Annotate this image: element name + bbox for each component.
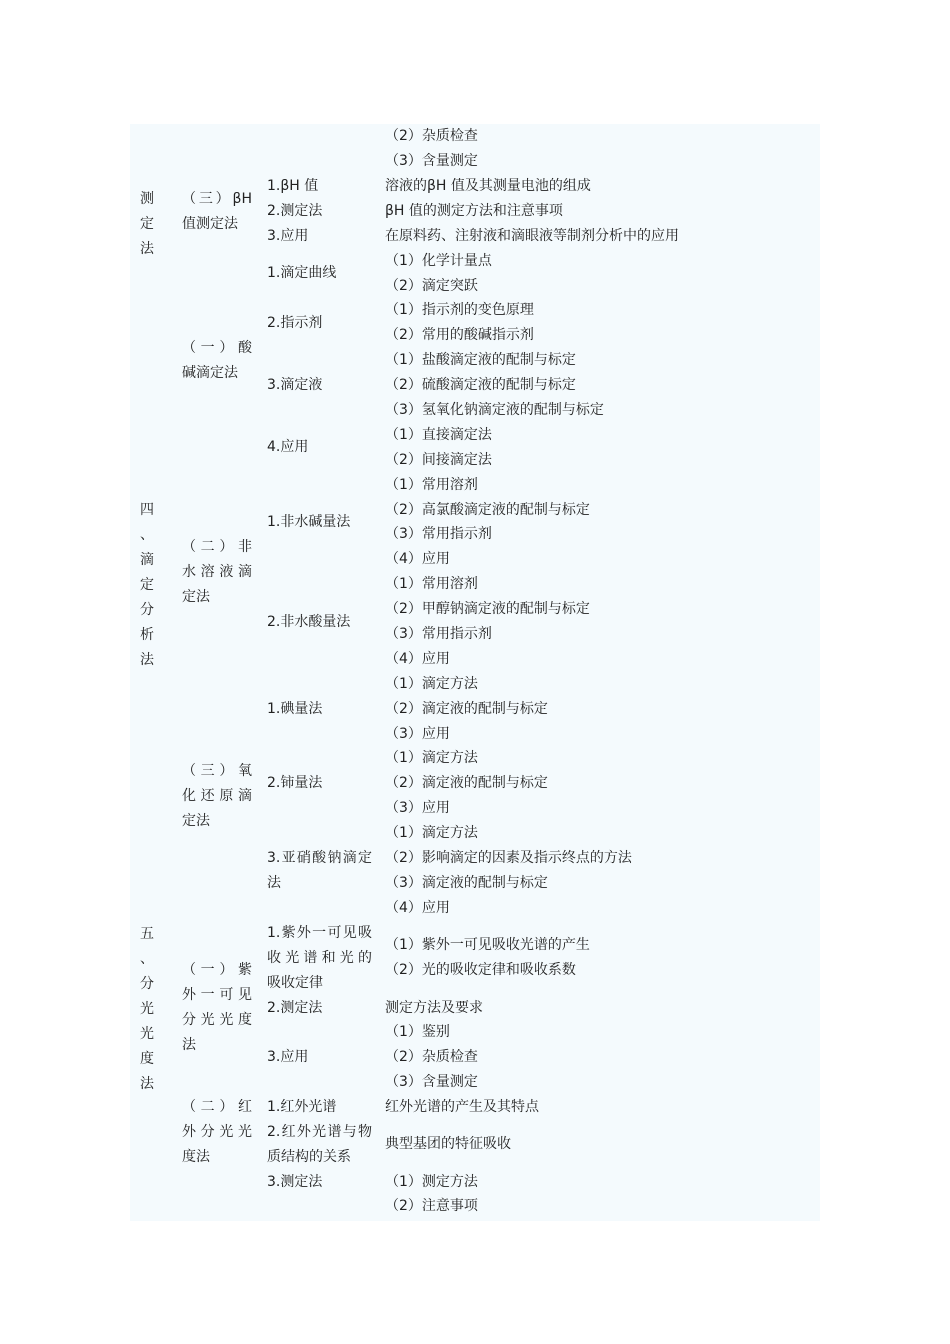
section-char: 五 bbox=[140, 926, 154, 942]
section-char: 法 bbox=[140, 241, 154, 257]
detail-item: （2）高氯酸滴定液的配制与标定 bbox=[385, 502, 590, 518]
topic-line: 法 bbox=[267, 875, 281, 891]
subsection-redox-title-line: （三）氧 bbox=[182, 763, 252, 779]
detail-item: （1）紫外一可见吸收光谱的产生 bbox=[385, 937, 590, 953]
topic-nitrite-titration bbox=[267, 846, 372, 896]
detail-item: （2）滴定液的配制与标定 bbox=[385, 701, 548, 717]
detail-item: （3）应用 bbox=[385, 726, 450, 742]
topic-ph-value: 1.βH 值 bbox=[267, 178, 319, 194]
topic-line: 质结构的关系 bbox=[267, 1149, 351, 1165]
detail-item: （2）杂质检查 bbox=[385, 1049, 478, 1065]
section-char: 、 bbox=[140, 527, 154, 543]
detail-item: （1）直接滴定法 bbox=[385, 427, 492, 443]
topic-ph-application: 3.应用 bbox=[267, 228, 309, 244]
topic-iodimetry: 1.碘量法 bbox=[267, 701, 323, 717]
detail-item: （1）滴定方法 bbox=[385, 676, 478, 692]
detail-item: 测定方法及要求 bbox=[385, 1000, 483, 1016]
section-char: 分 bbox=[140, 602, 154, 618]
topic-titrant: 3.滴定液 bbox=[267, 377, 323, 393]
topic-cerimetry: 2.铈量法 bbox=[267, 775, 323, 791]
detail-item: （2）注意事项 bbox=[385, 1198, 478, 1214]
detail-item: （3）氢氧化钠滴定液的配制与标定 bbox=[385, 402, 604, 418]
detail-item: （3）应用 bbox=[385, 800, 450, 816]
topic-uv-method: 2.测定法 bbox=[267, 1000, 323, 1016]
detail-item: （2）杂质检查 bbox=[385, 128, 478, 144]
section-heading-spectrophotometry bbox=[138, 922, 156, 1097]
detail-item: （3）含量测定 bbox=[385, 1074, 478, 1090]
topic-line: 3.亚硝酸钠滴定 bbox=[267, 850, 372, 866]
section-char: 光 bbox=[140, 1001, 154, 1017]
topic-titration-curve: 1.滴定曲线 bbox=[267, 265, 337, 281]
subsection-nonaqueous-title-line: （二）非 bbox=[182, 539, 252, 555]
section-char: 析 bbox=[140, 627, 154, 643]
detail-item: （2）滴定突跃 bbox=[385, 278, 478, 294]
topic-line: 1.紫外一可见吸 bbox=[267, 925, 372, 941]
detail-item: βH 值的测定方法和注意事项 bbox=[385, 203, 563, 219]
detail-item: 溶液的βH 值及其测量电池的组成 bbox=[385, 178, 591, 194]
subsection-infrared-title-line: 外分光光 bbox=[182, 1124, 252, 1140]
section-char: 四 bbox=[140, 502, 154, 518]
detail-item: （1）化学计量点 bbox=[385, 253, 492, 269]
detail-item: （3）含量测定 bbox=[385, 153, 478, 169]
detail-item: （1）鉴别 bbox=[385, 1024, 450, 1040]
section-char: 法 bbox=[140, 652, 154, 668]
detail-item: （2）滴定液的配制与标定 bbox=[385, 775, 548, 791]
section-char: 法 bbox=[140, 1076, 154, 1092]
subsection-nonaqueous-title-line: 定法 bbox=[182, 589, 210, 605]
topic-ir-spectrum: 1.红外光谱 bbox=[267, 1099, 337, 1115]
detail-item: 在原料药、注射液和滴眼液等制剂分析中的应用 bbox=[385, 228, 679, 244]
detail-item: （2）常用的酸碱指示剂 bbox=[385, 327, 534, 343]
detail-item: （1）盐酸滴定液的配制与标定 bbox=[385, 352, 576, 368]
section-char: 定 bbox=[140, 577, 154, 593]
topic-line: 2.红外光谱与物 bbox=[267, 1124, 372, 1140]
topic-ir-method: 3.测定法 bbox=[267, 1174, 323, 1190]
subsection-nonaqueous-title-line: 水溶液滴 bbox=[182, 564, 252, 580]
section-heading-titration bbox=[138, 498, 156, 673]
topic-nonaqueous-acid: 2.非水酸量法 bbox=[267, 614, 351, 630]
topic-line: 收光谱和光的 bbox=[267, 950, 372, 966]
detail-item: （1）常用溶剂 bbox=[385, 477, 478, 493]
subsection-infrared-title-line: 度法 bbox=[182, 1149, 210, 1165]
topic-acid-base-application: 4.应用 bbox=[267, 439, 309, 455]
detail-item: （1）常用溶剂 bbox=[385, 576, 478, 592]
section-heading-measurement bbox=[138, 187, 156, 262]
subsection-ph-title-line: （三）βH bbox=[182, 191, 252, 207]
subsection-acid-base-title-line: （一）酸 bbox=[182, 340, 252, 356]
section-char: 定 bbox=[140, 216, 154, 232]
detail-item: （1）测定方法 bbox=[385, 1174, 478, 1190]
section-char: 、 bbox=[140, 951, 154, 967]
section-char: 滴 bbox=[140, 552, 154, 568]
detail-item: （3）滴定液的配制与标定 bbox=[385, 875, 548, 891]
detail-item: （1）指示剂的变色原理 bbox=[385, 302, 534, 318]
detail-item: （3）常用指示剂 bbox=[385, 626, 492, 642]
subsection-ph-title-line: 值测定法 bbox=[182, 216, 238, 232]
subsection-redox-title-line: 定法 bbox=[182, 813, 210, 829]
section-char: 测 bbox=[140, 191, 154, 207]
detail-item: （3）常用指示剂 bbox=[385, 526, 492, 542]
topic-nonaqueous-base: 1.非水碱量法 bbox=[267, 514, 351, 530]
detail-item: （2）光的吸收定律和吸收系数 bbox=[385, 962, 576, 978]
detail-item: （1）滴定方法 bbox=[385, 750, 478, 766]
detail-item: （4）应用 bbox=[385, 651, 450, 667]
detail-item: （2）硫酸滴定液的配制与标定 bbox=[385, 377, 576, 393]
detail-item: （2）影响滴定的因素及指示终点的方法 bbox=[385, 850, 632, 866]
subsection-redox-title-line: 化还原滴 bbox=[182, 788, 252, 804]
detail-item: （4）应用 bbox=[385, 551, 450, 567]
detail-item: （1）滴定方法 bbox=[385, 825, 478, 841]
section-char: 光 bbox=[140, 1026, 154, 1042]
subsection-uv-vis-title-line: 外一可见 bbox=[182, 987, 252, 1003]
topic-line: 吸收定律 bbox=[267, 975, 323, 991]
subsection-acid-base-title-line: 碱滴定法 bbox=[182, 365, 238, 381]
detail-item: 典型基团的特征吸收 bbox=[385, 1136, 511, 1152]
topic-ir-structure bbox=[267, 1120, 372, 1170]
section-char: 分 bbox=[140, 976, 154, 992]
topic-ph-method: 2.测定法 bbox=[267, 203, 323, 219]
detail-item: （4）应用 bbox=[385, 900, 450, 916]
detail-item: （2）甲醇钠滴定液的配制与标定 bbox=[385, 601, 590, 617]
detail-item: （2）间接滴定法 bbox=[385, 452, 492, 468]
subsection-uv-vis-title-line: （一）紫 bbox=[182, 962, 252, 978]
subsection-uv-vis-title-line: 分光光度 bbox=[182, 1012, 252, 1028]
topic-uv-application: 3.应用 bbox=[267, 1049, 309, 1065]
detail-item: 红外光谱的产生及其特点 bbox=[385, 1099, 539, 1115]
topic-indicator: 2.指示剂 bbox=[267, 315, 323, 331]
section-char: 度 bbox=[140, 1051, 154, 1067]
topic-uv-vis-absorption bbox=[267, 921, 372, 996]
subsection-infrared-title-line: （二）红 bbox=[182, 1099, 252, 1115]
subsection-uv-vis-title-line: 法 bbox=[182, 1037, 196, 1053]
